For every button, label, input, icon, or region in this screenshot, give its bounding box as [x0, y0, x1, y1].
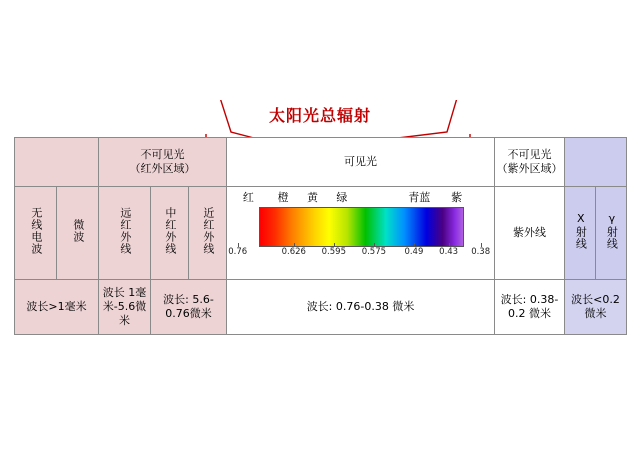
- cell-far-infrared: [99, 187, 151, 280]
- header-ultraviolet-line2: （紫外区域）: [496, 162, 563, 175]
- cell-ultraviolet: [495, 187, 565, 280]
- cell-near-infrared-label: 近红外线: [201, 207, 215, 256]
- tick-4: 0.49: [404, 247, 424, 257]
- wavelength-visible: 波长: 0.76-0.38 微米: [227, 280, 495, 335]
- cell-ultraviolet-label: 紫外线: [513, 226, 547, 240]
- color-label-violet: 紫: [451, 191, 463, 204]
- visible-spectrum-cell: [227, 187, 495, 280]
- color-label-yellow: 黄: [306, 191, 318, 204]
- header-infrared-line2: （红外区域）: [129, 162, 196, 175]
- header-ultraviolet-line1: 不可见光: [507, 148, 552, 162]
- wavelength-mid-near-infrared: 波长: 5.6-0.76微米: [151, 280, 227, 335]
- wavelength-far-infrared: 波长 1毫米-5.6微米: [99, 280, 151, 335]
- table-bottom-row: [15, 280, 627, 335]
- color-label-green: 绿: [336, 191, 348, 204]
- cell-near-infrared: [189, 187, 227, 280]
- header-blank-left: [15, 138, 99, 187]
- header-blank-right: [565, 138, 627, 187]
- header-infrared: [99, 138, 227, 187]
- cell-gamma-ray-label: γ射线: [605, 212, 619, 251]
- header-visible: 可见光: [227, 138, 495, 187]
- cell-mid-infrared-label: 中红外线: [163, 207, 177, 256]
- table-header-row: [15, 138, 627, 187]
- wavelength-ultraviolet: 波长: 0.38-0.2 微米: [495, 280, 565, 335]
- header-infrared-line1: 不可见光: [140, 148, 185, 162]
- wavelength-radio: 波长>1毫米: [15, 280, 99, 335]
- spectrum-tick-labels: [227, 247, 494, 261]
- tick-6: 0.38: [471, 247, 491, 257]
- wavelength-x-gamma: 波长<0.2 微米: [565, 280, 627, 335]
- tick-1: 0.626: [281, 247, 306, 257]
- header-ultraviolet: [495, 138, 565, 187]
- tick-2: 0.595: [321, 247, 346, 257]
- spectrum-table: [14, 137, 627, 335]
- cell-mid-infrared: [151, 187, 189, 280]
- color-label-orange: 橙: [277, 191, 289, 204]
- page-title: 太阳光总辐射: [268, 106, 371, 125]
- cell-radio-wave: [15, 187, 57, 280]
- cell-x-ray-label: X射线: [574, 212, 588, 251]
- color-label-cyan-blue: 青蓝: [408, 191, 431, 204]
- cell-radio-wave-label: 无线电波: [29, 207, 43, 256]
- cell-microwave: [57, 187, 99, 280]
- spectrum-color-labels: [227, 191, 494, 205]
- tick-0: 0.76: [228, 247, 248, 257]
- cell-microwave-label: 微波: [71, 219, 85, 244]
- spectrum-gradient-bar: [259, 207, 464, 247]
- spectrum-figure: [227, 187, 494, 279]
- table-middle-row: [15, 187, 627, 280]
- tick-5: 0.43: [439, 247, 459, 257]
- tick-3: 0.575: [361, 247, 387, 257]
- cell-gamma-ray: [596, 187, 627, 280]
- cell-far-infrared-label: 远红外线: [118, 207, 132, 256]
- cell-x-ray: [565, 187, 596, 280]
- color-label-red: 红: [242, 191, 254, 204]
